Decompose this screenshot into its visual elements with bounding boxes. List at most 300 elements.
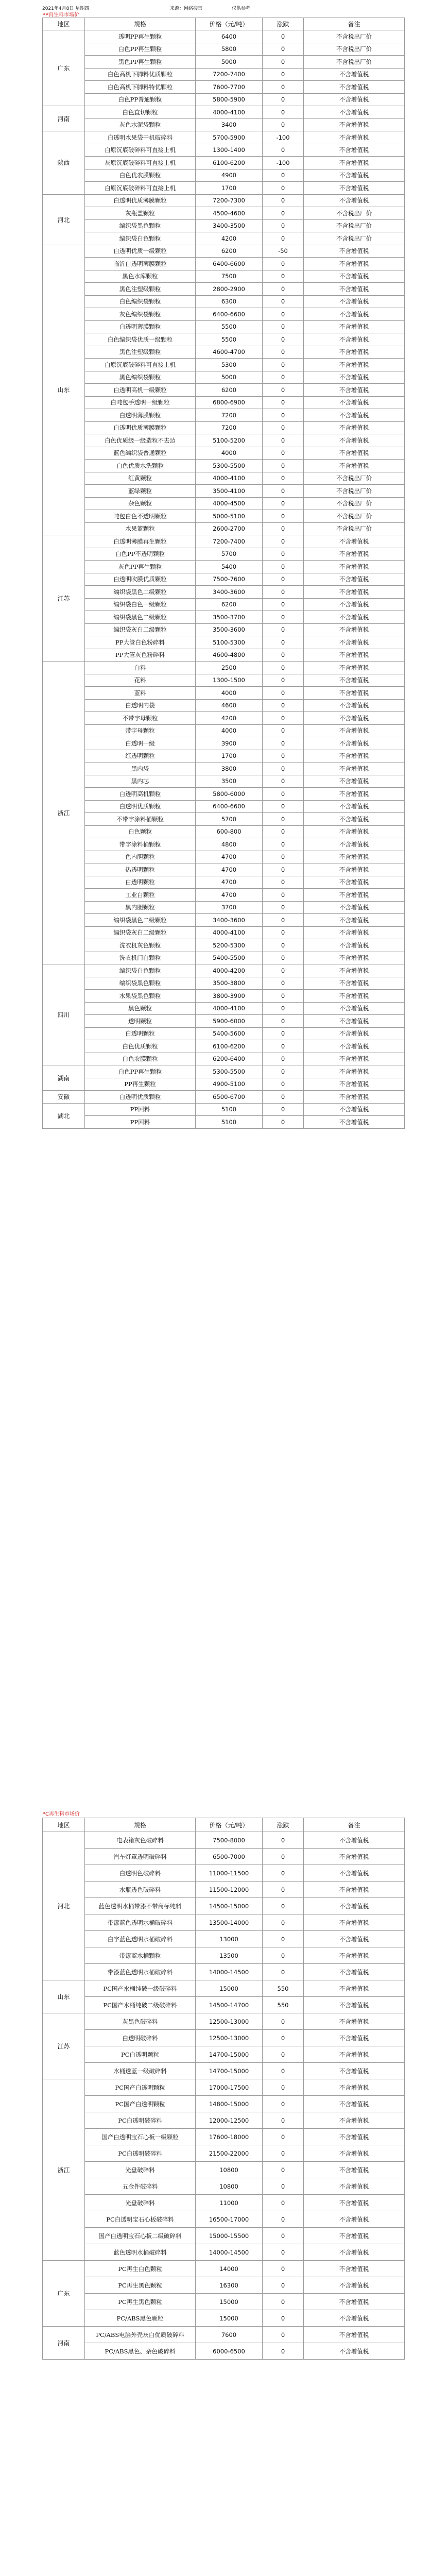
price-cell: 5500 [196, 320, 263, 333]
spec-cell: 编织袋黑色颗粒 [85, 977, 196, 990]
spec-cell: 不带字母颗粒 [85, 712, 196, 725]
spec-cell: 灰色水泥袋颗粒 [85, 118, 196, 131]
spec-cell: 带漆蓝色透明水桶破碎料 [85, 1964, 196, 1980]
note-cell: 不含增值税 [304, 157, 405, 170]
note-cell: 不含增值税 [304, 737, 405, 750]
price-cell: 3400-3500 [196, 219, 263, 232]
change-cell: 0 [263, 1103, 304, 1116]
column-header: 规格 [85, 18, 196, 30]
price-cell: 4000-4100 [196, 106, 263, 119]
note-cell: 不含增值税 [304, 1980, 405, 1997]
change-cell: 0 [263, 2343, 304, 2360]
note-cell: 不含增值税 [304, 863, 405, 876]
spec-cell: 带字母颗粒 [85, 724, 196, 737]
change-cell: 0 [263, 359, 304, 371]
change-cell: 0 [263, 699, 304, 712]
note-cell: 不含增值税 [304, 914, 405, 927]
spec-cell: 编织袋黑色二级颗粒 [85, 914, 196, 927]
price-cell: 5700-5900 [196, 131, 263, 144]
note-cell: 不含增值税 [304, 1116, 405, 1129]
price-cell: 5300-5500 [196, 1065, 263, 1078]
note-cell: 不含增值税 [304, 434, 405, 447]
table-row [43, 2079, 405, 2096]
table-row [43, 1931, 405, 1947]
note-cell: 不含税出厂价 [304, 497, 405, 510]
change-cell: 0 [263, 1053, 304, 1065]
price-cell: 7500-8000 [196, 1832, 263, 1849]
price-cell: 5300 [196, 359, 263, 371]
spec-cell: 白色编织袋优质一级颗粒 [85, 333, 196, 346]
note-cell: 不含增值税 [304, 1914, 405, 1931]
price-cell: 3400 [196, 118, 263, 131]
note-cell: 不含增值税 [304, 851, 405, 863]
note-cell: 不含增值税 [304, 2178, 405, 2195]
change-cell: 0 [263, 2211, 304, 2228]
spec-cell: 洗衣机门白颗粒 [85, 952, 196, 964]
table-row [43, 863, 405, 876]
note-cell: 不含增值税 [304, 674, 405, 687]
region-cell: 山东 [43, 1980, 85, 2013]
note-cell: 不含增值税 [304, 245, 405, 258]
spec-cell: 白字蓝色透明水桶破碎料 [85, 1931, 196, 1947]
table-row [43, 586, 405, 599]
change-cell: 0 [263, 1964, 304, 1980]
spec-cell: 白透明优质颗粒 [85, 1091, 196, 1104]
table-row [43, 1832, 405, 1849]
region-cell: 浙江 [43, 2079, 85, 2261]
table-row [43, 1849, 405, 1865]
price-cell: 6000-6500 [196, 2343, 263, 2360]
spec-cell: 白原沉底破碎料可直接上机 [85, 359, 196, 371]
region-cell: 浙江 [43, 662, 85, 964]
change-cell: 0 [263, 825, 304, 838]
note-cell: 不含增值税 [304, 93, 405, 106]
price-cell: 4700 [196, 889, 263, 902]
note-cell: 不含增值税 [304, 636, 405, 649]
price-cell: 6800-6900 [196, 396, 263, 409]
price-cell: 4700 [196, 863, 263, 876]
table-row [43, 1103, 405, 1116]
region-cell: 湖北 [43, 1103, 85, 1128]
spec-cell: 编织袋黑色颗粒 [85, 219, 196, 232]
price-cell: 5500 [196, 333, 263, 346]
price-cell: 5900-6000 [196, 1015, 263, 1028]
region-cell: 安徽 [43, 1091, 85, 1104]
table-row [43, 598, 405, 611]
change-cell: 0 [263, 889, 304, 902]
table-row [43, 485, 405, 498]
spec-cell: PC/ABS电脑外壳灰白优质破碎料 [85, 2327, 196, 2343]
price-cell: 5000 [196, 371, 263, 384]
region-cell: 广东 [43, 30, 85, 106]
price-cell: 7600-7700 [196, 81, 263, 94]
change-cell: 0 [263, 2063, 304, 2079]
change-cell: 0 [263, 977, 304, 990]
note-cell: 不含增值税 [304, 320, 405, 333]
table-row [43, 2096, 405, 2112]
price-cell: 4000-4100 [196, 926, 263, 939]
spec-cell: 带漆蓝水桶颗粒 [85, 1947, 196, 1964]
change-cell: 0 [263, 1914, 304, 1931]
change-cell: 0 [263, 232, 304, 245]
table-row [43, 762, 405, 775]
price-cell: 15000 [196, 2310, 263, 2327]
note-cell: 不含增值税 [304, 2046, 405, 2063]
change-cell: 0 [263, 56, 304, 69]
spec-cell: 白色颗粒 [85, 825, 196, 838]
spec-cell: 白透明高机一级颗粒 [85, 384, 196, 397]
note-cell: 不含增值税 [304, 2343, 405, 2360]
note-cell: 不含增值税 [304, 1832, 405, 1849]
note-cell: 不含增值税 [304, 1947, 405, 1964]
price-cell: 6500-7000 [196, 1849, 263, 1865]
table-row [43, 384, 405, 397]
note-cell: 不含增值税 [304, 939, 405, 952]
table-row [43, 2310, 405, 2327]
price-cell: 5400-5600 [196, 1027, 263, 1040]
table-row [43, 207, 405, 220]
spec-cell: 红黄颗粒 [85, 472, 196, 485]
spec-cell: 透明颗粒 [85, 1015, 196, 1028]
price-cell: 14800-15000 [196, 2096, 263, 2112]
price-cell: 10800 [196, 2162, 263, 2178]
table-row [43, 548, 405, 561]
note-cell: 不含增值税 [304, 1078, 405, 1091]
table-row [43, 2211, 405, 2228]
note-cell: 不含增值税 [304, 447, 405, 460]
spec-cell: 白透明优质薄膜颗粒 [85, 421, 196, 434]
note-cell: 不含增值税 [304, 901, 405, 914]
change-cell: 0 [263, 2112, 304, 2129]
change-cell: 0 [263, 497, 304, 510]
note-cell: 不含增值税 [304, 2195, 405, 2211]
note-cell: 不含增值税 [304, 2310, 405, 2327]
spec-cell: 白透明优质薄膜颗粒 [85, 194, 196, 207]
note-cell: 不含税出厂价 [304, 30, 405, 43]
table-row [43, 1078, 405, 1091]
table-row [43, 952, 405, 964]
change-cell: 0 [263, 522, 304, 535]
price-cell: 7200-7400 [196, 68, 263, 81]
price-cell: 14700-15000 [196, 2063, 263, 2079]
table-row [43, 371, 405, 384]
spec-cell: PC再生黑色颗粒 [85, 2294, 196, 2310]
spec-cell: 杂色颗粒 [85, 497, 196, 510]
spec-cell: 编织袋灰白二级颗粒 [85, 623, 196, 636]
table-row [43, 1053, 405, 1065]
change-cell: 0 [263, 510, 304, 523]
price-cell: 21500-22000 [196, 2145, 263, 2162]
note-cell: 不含税出厂价 [304, 485, 405, 498]
note-cell: 不含增值税 [304, 1091, 405, 1104]
spec-cell: 白色直切颗粒 [85, 106, 196, 119]
note-cell: 不含增值税 [304, 926, 405, 939]
change-cell: 0 [263, 396, 304, 409]
note-cell: 不含增值税 [304, 662, 405, 674]
note-cell: 不含增值税 [304, 2228, 405, 2244]
note-cell: 不含增值税 [304, 1865, 405, 1882]
note-cell: 不含增值税 [304, 2211, 405, 2228]
table-row [43, 245, 405, 258]
table-row [43, 283, 405, 296]
change-cell: 0 [263, 333, 304, 346]
price-cell: 3500-3800 [196, 977, 263, 990]
change-cell: 0 [263, 598, 304, 611]
spec-cell: 工业白颗粒 [85, 889, 196, 902]
region-cell: 河北 [43, 194, 85, 245]
change-cell: 0 [263, 623, 304, 636]
spec-cell: 国产白透明宝石心板二级破碎料 [85, 2228, 196, 2244]
spec-cell: PC白透明破碎料 [85, 2112, 196, 2129]
price-cell: 14700-15000 [196, 2046, 263, 2063]
table-row [43, 308, 405, 321]
price-cell: 3500 [196, 775, 263, 788]
note-cell: 不含增值税 [304, 396, 405, 409]
column-header: 价格（元/吨） [196, 18, 263, 30]
table-row [43, 1027, 405, 1040]
price-cell: 1300-1500 [196, 674, 263, 687]
change-cell: 0 [263, 712, 304, 725]
change-cell: 0 [263, 2310, 304, 2327]
change-cell: 0 [263, 2145, 304, 2162]
table-row [43, 1865, 405, 1882]
spec-cell: 白透明色破碎料 [85, 1865, 196, 1882]
table-row [43, 295, 405, 308]
note-cell: 不含增值税 [304, 687, 405, 700]
change-cell: 0 [263, 1027, 304, 1040]
table-row [43, 561, 405, 573]
spec-cell: PC再生白色颗粒 [85, 2261, 196, 2277]
spec-cell: PP大管灰色粉碎料 [85, 649, 196, 662]
note-cell: 不含增值税 [304, 712, 405, 725]
table-row [43, 1964, 405, 1980]
price-cell: 11000 [196, 2195, 263, 2211]
spec-cell: 不带字涂料桶颗粒 [85, 813, 196, 826]
price-cell: 12500-13000 [196, 2013, 263, 2030]
change-cell: 0 [263, 926, 304, 939]
price-cell: 1300-1400 [196, 144, 263, 157]
spec-cell: 白透明优质颗粒 [85, 800, 196, 813]
table-row [43, 775, 405, 788]
spec-cell: 汽车灯罩透明破碎料 [85, 1849, 196, 1865]
change-cell: 0 [263, 485, 304, 498]
table-row [43, 194, 405, 207]
spec-cell: 白透明优质一级颗粒 [85, 245, 196, 258]
region-cell: 河南 [43, 106, 85, 131]
price-cell: 4800 [196, 838, 263, 851]
table-row [43, 2178, 405, 2195]
change-cell: 0 [263, 308, 304, 321]
table-row [43, 649, 405, 662]
change-cell: 0 [263, 1091, 304, 1104]
spec-cell: PC白透明破碎料 [85, 2145, 196, 2162]
table-row [43, 535, 405, 548]
change-cell: 0 [263, 901, 304, 914]
column-header: 涨跌 [263, 1818, 304, 1832]
table-row [43, 2228, 405, 2244]
spec-cell: PC国产白透明颗粒 [85, 2079, 196, 2096]
table-row [43, 2277, 405, 2294]
change-cell: 0 [263, 371, 304, 384]
price-cell: 3900 [196, 737, 263, 750]
table-row [43, 662, 405, 674]
price-cell: 6200 [196, 245, 263, 258]
table-row [43, 434, 405, 447]
price-cell: 5800-6000 [196, 788, 263, 801]
change-cell: 0 [263, 68, 304, 81]
spec-cell: 色内胆颗粒 [85, 851, 196, 863]
price-cell: 6200 [196, 598, 263, 611]
price-cell: 4000-4500 [196, 497, 263, 510]
spec-cell: 白透明颗粒 [85, 876, 196, 889]
table-row [43, 838, 405, 851]
note-cell: 不含增值税 [304, 762, 405, 775]
price-cell: 4000-4100 [196, 1002, 263, 1015]
spec-cell: 黑色水库颗粒 [85, 270, 196, 283]
spec-cell: PC再生黑色颗粒 [85, 2277, 196, 2294]
table-row [43, 2261, 405, 2277]
table-row [43, 2030, 405, 2046]
table-row [43, 674, 405, 687]
report-source: 来源：网络搜集 [170, 6, 203, 11]
spec-cell: 白色PP再生颗粒 [85, 1065, 196, 1078]
price-cell: 5700 [196, 813, 263, 826]
spec-cell: 编织袋黑色二级颗粒 [85, 611, 196, 624]
change-cell: 0 [263, 1040, 304, 1053]
note-cell: 不含增值税 [304, 1015, 405, 1028]
table-row [43, 157, 405, 170]
note-cell: 不含增值税 [304, 346, 405, 359]
change-cell: 0 [263, 1947, 304, 1964]
note-cell: 不含增值税 [304, 2327, 405, 2343]
spec-cell: 白透明水果袋干机破碎料 [85, 131, 196, 144]
note-cell: 不含增值税 [304, 2145, 405, 2162]
price-cell: 14500-14700 [196, 1997, 263, 2013]
note-cell: 不含增值税 [304, 384, 405, 397]
table-row [43, 851, 405, 863]
change-cell: 0 [263, 30, 304, 43]
price-cell: 2600-2700 [196, 522, 263, 535]
column-header: 涨跌 [263, 18, 304, 30]
table-row [43, 447, 405, 460]
note-cell: 不含增值税 [304, 2244, 405, 2261]
note-cell: 不含增值税 [304, 2261, 405, 2277]
table-row [43, 81, 405, 94]
price-cell: 4900-5100 [196, 1078, 263, 1091]
column-header: 地区 [43, 1818, 85, 1832]
price-cell: 6400-6600 [196, 258, 263, 270]
spec-cell: 灰色PP再生颗粒 [85, 561, 196, 573]
table-row [43, 1091, 405, 1104]
price-table [42, 1818, 405, 2360]
spec-cell: 白色PP不透明颗粒 [85, 548, 196, 561]
change-cell: 0 [263, 93, 304, 106]
spec-cell: 编织袋白色颗粒 [85, 232, 196, 245]
spec-cell: 蓝料 [85, 687, 196, 700]
spec-cell: PP大管白色粉碎料 [85, 636, 196, 649]
change-cell: 0 [263, 611, 304, 624]
change-cell: 0 [263, 283, 304, 296]
price-cell: 7500 [196, 270, 263, 283]
note-cell: 不含增值税 [304, 598, 405, 611]
table-row [43, 118, 405, 131]
change-cell: 0 [263, 258, 304, 270]
spec-cell: 黑色注塑级颗粒 [85, 283, 196, 296]
spec-cell: PC白透明颗粒 [85, 2046, 196, 2063]
change-cell: 0 [263, 2294, 304, 2310]
spec-cell: 白吨包手透明一级颗粒 [85, 396, 196, 409]
price-cell: 4600 [196, 699, 263, 712]
region-cell: 湖南 [43, 1065, 85, 1091]
note-cell: 不含税出厂价 [304, 56, 405, 69]
note-cell: 不含增值税 [304, 1065, 405, 1078]
price-cell: 2500 [196, 662, 263, 674]
spec-cell: 白色农膜颗粒 [85, 1053, 196, 1065]
change-cell: 0 [263, 990, 304, 1003]
note-cell: 不含增值税 [304, 106, 405, 119]
price-cell: 5100 [196, 1116, 263, 1129]
price-cell: 11500-12000 [196, 1882, 263, 1898]
note-cell: 不含增值税 [304, 750, 405, 762]
note-cell: 不含增值税 [304, 333, 405, 346]
price-cell: 4000 [196, 447, 263, 460]
note-cell: 不含增值税 [304, 2030, 405, 2046]
note-cell: 不含增值税 [304, 952, 405, 964]
price-cell: 3400-3600 [196, 586, 263, 599]
spec-cell: 蓝绿颗粒 [85, 485, 196, 498]
table-row [43, 333, 405, 346]
price-cell: 6400-6600 [196, 800, 263, 813]
change-cell: 0 [263, 952, 304, 964]
note-cell: 不含增值税 [304, 623, 405, 636]
spec-cell: 临沂白透明薄膜颗粒 [85, 258, 196, 270]
price-cell: 3500-4100 [196, 485, 263, 498]
change-cell: 0 [263, 964, 304, 977]
spec-cell: 编织袋白色颗粒 [85, 964, 196, 977]
spec-cell: PP回料 [85, 1103, 196, 1116]
spec-cell: 白色优质颗粒 [85, 1040, 196, 1053]
change-cell: 0 [263, 649, 304, 662]
spec-cell: 白原沉底破碎料可直接上机 [85, 144, 196, 157]
section-title: PC再生料市场价 [42, 1811, 80, 1817]
change-cell: 0 [263, 295, 304, 308]
change-cell: 0 [263, 106, 304, 119]
report-disclaimer: 仅供参考 [232, 6, 251, 11]
price-cell: 10800 [196, 2178, 263, 2195]
change-cell: 0 [263, 2261, 304, 2277]
change-cell: 0 [263, 1882, 304, 1898]
region-cell: 河北 [43, 1832, 85, 1980]
spec-cell: 白透明吹膜优质颗粒 [85, 573, 196, 586]
change-cell: 0 [263, 775, 304, 788]
spec-cell: 国产白透明宝石心板一级颗粒 [85, 2129, 196, 2145]
price-cell: 13500-14000 [196, 1914, 263, 1931]
note-cell: 不含增值税 [304, 699, 405, 712]
price-cell: 13500 [196, 1947, 263, 1964]
spec-cell: 五金件破碎料 [85, 2178, 196, 2195]
table-row [43, 232, 405, 245]
spec-cell: 黑色编织袋颗粒 [85, 371, 196, 384]
change-cell: 0 [263, 2327, 304, 2343]
table-row [43, 1882, 405, 1898]
price-cell: 3500-3600 [196, 623, 263, 636]
table-row [43, 2013, 405, 2030]
change-cell: 0 [263, 1832, 304, 1849]
table-row [43, 169, 405, 182]
price-cell: 4700 [196, 851, 263, 863]
table-row [43, 497, 405, 510]
note-cell: 不含增值税 [304, 1103, 405, 1116]
